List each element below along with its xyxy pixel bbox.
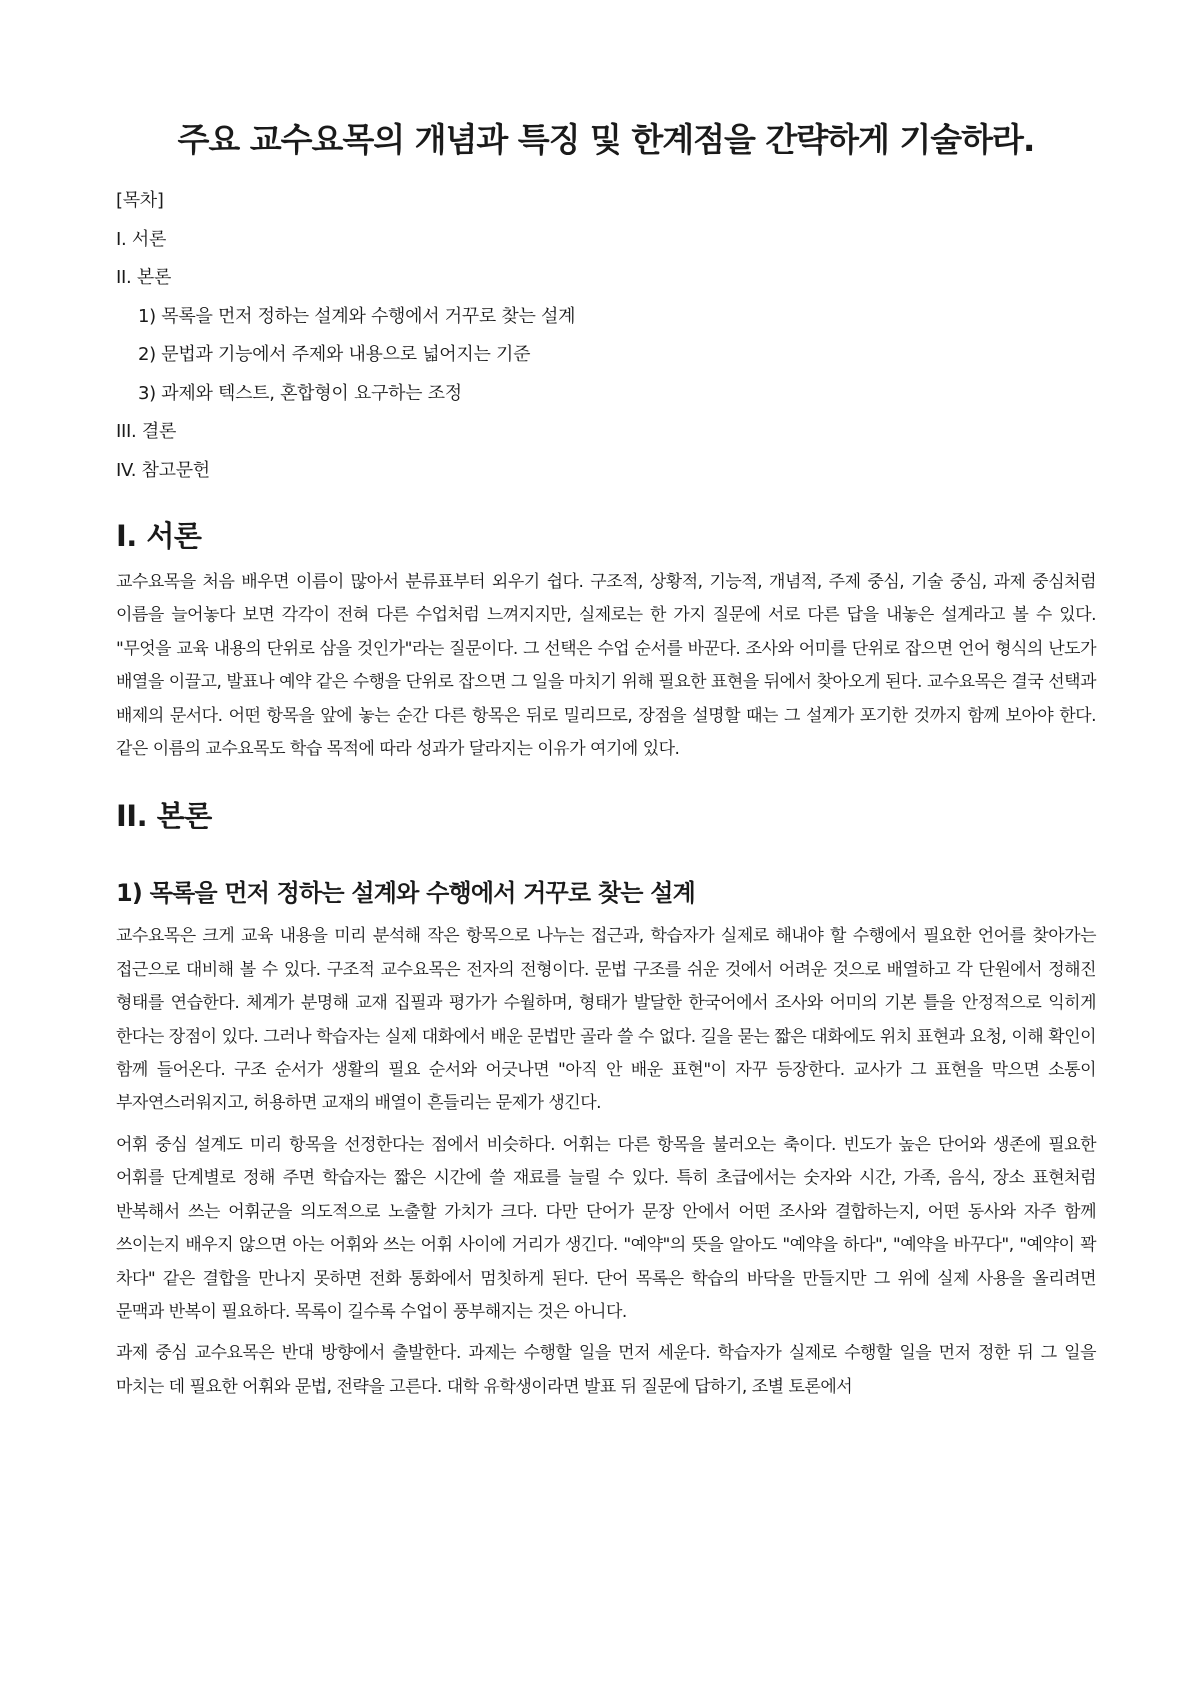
toc-item-references: IV. 참고문헌 bbox=[116, 459, 210, 481]
subsection-1-paragraph-3: 과제 중심 교수요목은 반대 방향에서 출발한다. 과제는 수행할 일을 먼저 세운다. 학습자가 실제로 수행할 일을 먼저 정한 뒤 그 일을 마치는 데 필요한 어휘와 문법, 전략을 고른다. 대학 유학생이라면 발표 뒤 질문에 답하기, 조별 토론에서 bbox=[116, 1343, 1096, 1397]
toc-item-introduction: I. 서론 bbox=[116, 228, 167, 250]
toc-subitem-3: 3) 과제와 텍스트, 혼합형이 요구하는 조정 bbox=[138, 382, 462, 404]
subsection-1-heading: 1) 목록을 먼저 정하는 설계와 수행에서 거꾸로 찾는 설계 bbox=[116, 879, 695, 908]
introduction-section bbox=[116, 516, 1096, 766]
body-section bbox=[116, 796, 1096, 1404]
body-heading: II. 본론 bbox=[116, 799, 212, 834]
introduction-heading: I. 서론 bbox=[116, 519, 202, 553]
subsection-1-paragraph-2: 어휘 중심 설계도 미리 항목을 선정한다는 점에서 비슷하다. 어휘는 다른 항목을 불러오는 축이다. 빈도가 높은 단어와 생존에 필요한 어휘를 단계별로 정해 주면 학습자는 짧은 시간에 쓸 재료를 늘릴 수 있다. 특히 초급에서는 숫자와 시간, 가족, 음식, 장소 표현처럼 반복해서 쓰는 어휘군을 의도적으로 노출할 가치가 크다. 다만 단어가 문장 안에서 어떤 조사와 결합하는지, 어떤 동사와 자주 함께 쓰이는지 배우지 않으면 아는 어휘와 쓰는 어휘 사이에 거리가 생긴다. "예약"의 뜻을 알아도 "예약을 하다", "예약을 바꾸다", "예약이 꽉 차다" 같은 결합을 만나지 못하면 전화 통화에서 멈칫하게 된다. 단어 목록은 학습의 바닥을 만들지만 그 위에 실제 사용을 올리려면 문맥과 반복이 필요하다. 목록이 길수록 수업이 풍부해지는 것은 아니다. bbox=[116, 1134, 1096, 1322]
toc-label: [목차] bbox=[116, 190, 164, 211]
toc-item-conclusion: III. 결론 bbox=[116, 421, 177, 442]
document-title: 주요 교수요목의 개념과 특징 및 한계점을 간략하게 기술하라. bbox=[177, 120, 1035, 159]
toc-subitem-1: 1) 목록을 먼저 정하는 설계와 수행에서 거꾸로 찾는 설계 bbox=[138, 305, 576, 327]
introduction-paragraph: 교수요목을 처음 배우면 이름이 많아서 분류표부터 외우기 쉽다. 구조적, 상황적, 기능적, 개념적, 주제 중심, 기술 중심, 과제 중심처럼 이름을 늘어놓다 보면 각각이 전혀 다른 수업처럼 느껴지지만, 실제로는 한 가지 질문에 서로 다른 답을 내놓은 설계라고 볼 수 있다. "무엇을 교육 내용의 단위로 삼을 것인가"라는 질문이다. 그 선택은 수업 순서를 바꾼다. 조사와 어미를 단위로 잡으면 언어 형식의 난도가 배열을 이끌고, 발표나 예약 같은 수행을 단위로 잡으면 그 일을 마치기 위해 필요한 표현을 뒤에서 찾아오게 된다. 교수요목은 결국 선택과 배제의 문서다. 어떤 항목을 앞에 놓는 순간 다른 항목은 뒤로 밀리므로, 장점을 설명할 때는 그 설계가 포기한 것까지 함께 보아야 한다. 같은 이름의 교수요목도 학습 목적에 따라 성과가 달라지는 이유가 여기에 있다. bbox=[116, 572, 1096, 760]
subsection-1-paragraph-1: 교수요목은 크게 교육 내용을 미리 분석해 작은 항목으로 나누는 접근과, 학습자가 실제로 해내야 할 수행에서 필요한 언어를 찾아가는 접근으로 대비해 볼 수 있다. 구조적 교수요목은 전자의 전형이다. 문법 구조를 쉬운 것에서 어려운 것으로 배열하고 각 단원에서 정해진 형태를 연습한다. 체계가 분명해 교재 집필과 평가가 수월하며, 형태가 발달한 한국어에서 조사와 어미의 기본 틀을 안정적으로 익히게 한다는 장점이 있다. 그러나 학습자는 실제 대화에서 배운 문법만 골라 쓸 수 없다. 길을 묻는 짧은 대화에도 위치 표현과 요청, 이해 확인이 함께 들어온다. 구조 순서가 생활의 필요 순서와 어긋나면 "아직 안 배운 표현"이 자꾸 등장한다. 교사가 그 표현을 막으면 소통이 부자연스러워지고, 허용하면 교재의 배열이 흔들리는 문제가 생긴다. bbox=[116, 926, 1096, 1114]
toc-item-body: II. 본론 bbox=[116, 267, 172, 288]
toc-subitem-2: 2) 문법과 기능에서 주제와 내용으로 넓어지는 기준 bbox=[138, 344, 531, 365]
document-page bbox=[116, 118, 1096, 1412]
table-of-contents bbox=[116, 182, 1096, 490]
